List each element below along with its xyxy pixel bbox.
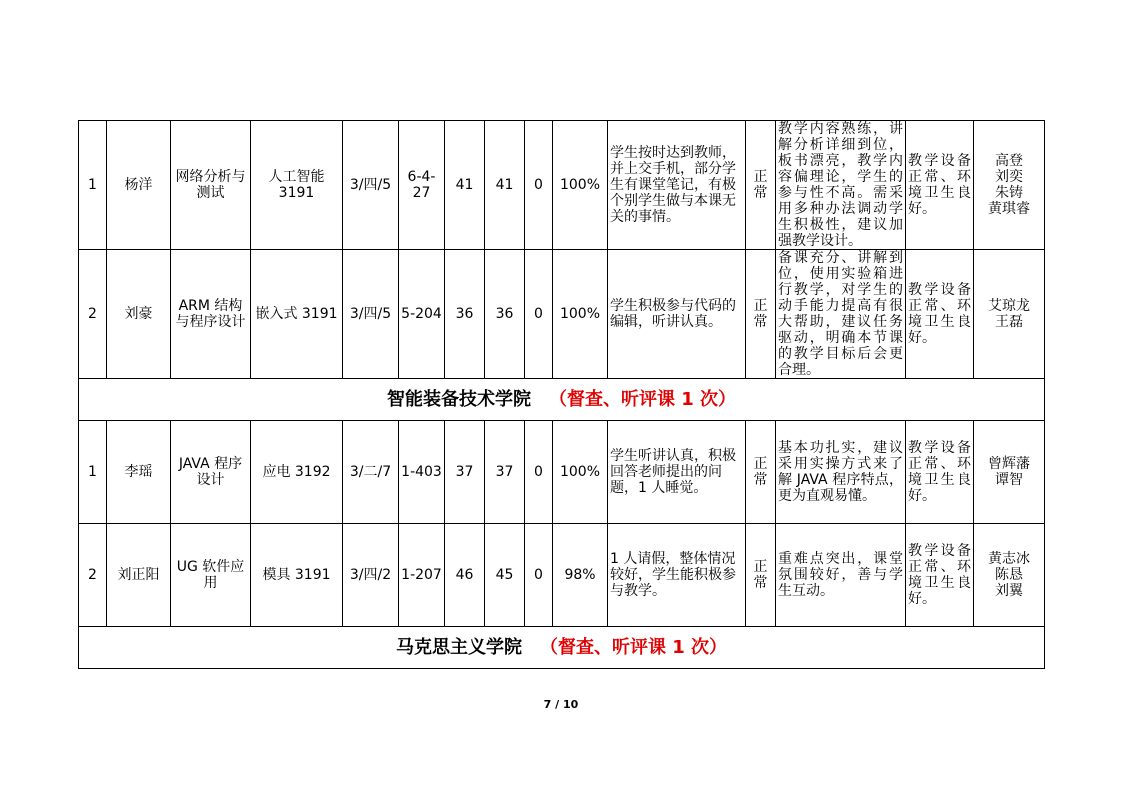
row-number: 2 (79, 250, 107, 379)
section-name: 智能装备技术学院 (386, 388, 531, 410)
class-name: 模具 3191 (251, 524, 343, 627)
absent-count: 0 (525, 121, 553, 250)
section-note: （督查、听评课 1 次） (539, 636, 728, 658)
teaching-evaluation: 重难点突出，课堂氛围较好，善与学生互动。 (776, 524, 906, 627)
inspection-table (78, 120, 1045, 669)
absent-count: 0 (525, 421, 553, 524)
table-row (79, 524, 1045, 627)
attendance-rate: 100% (553, 421, 608, 524)
inspectors: 黄志冰 陈恳 刘翼 (974, 524, 1045, 627)
class-time: 3/四/5 (343, 250, 399, 379)
class-name: 人工智能3191 (251, 121, 343, 250)
student-status: 学生积极参与代码的编辑，听讲认真。 (608, 250, 746, 379)
expected-count: 46 (445, 524, 485, 627)
environment-status: 教学设备正常、环境卫生良好。 (906, 121, 974, 250)
course-name: ARM 结构与程序设计 (171, 250, 251, 379)
row-number: 1 (79, 121, 107, 250)
absent-count: 0 (525, 250, 553, 379)
section-name: 马克思主义学院 (395, 636, 522, 658)
expected-count: 36 (445, 250, 485, 379)
classroom: 1-403 (399, 421, 445, 524)
inspectors: 曾辉藩 谭智 (974, 421, 1045, 524)
student-status: 1 人请假，整体情况较好，学生能积极参与教学。 (608, 524, 746, 627)
table-row (79, 421, 1045, 524)
expected-count: 41 (445, 121, 485, 250)
inspectors: 高登 刘奕 朱铸 黄琪睿 (974, 121, 1045, 250)
page-number: 7 / 10 (543, 698, 579, 711)
actual-count: 37 (485, 421, 525, 524)
environment-status: 教学设备正常、环境卫生良好。 (906, 250, 974, 379)
actual-count: 41 (485, 121, 525, 250)
actual-count: 45 (485, 524, 525, 627)
class-name: 应电 3192 (251, 421, 343, 524)
attendance-rate: 100% (553, 250, 608, 379)
environment-status: 教学设备正常、环境卫生良好。 (906, 421, 974, 524)
classroom: 1-207 (399, 524, 445, 627)
teacher-name: 刘豪 (107, 250, 171, 379)
absent-count: 0 (525, 524, 553, 627)
section-note: （督查、听评课 1 次） (548, 388, 737, 410)
class-name: 嵌入式 3191 (251, 250, 343, 379)
attendance-rate: 98% (553, 524, 608, 627)
class-time: 3/四/2 (343, 524, 399, 627)
section-title (79, 379, 1045, 421)
order-status: 正常 (746, 121, 776, 250)
student-status: 学生听讲认真，积极回答老师提出的问题，1 人睡觉。 (608, 421, 746, 524)
section-header (79, 379, 1045, 421)
row-number: 1 (79, 421, 107, 524)
teaching-evaluation: 基本功扎实，建议采用实操方式来了解 JAVA 程序特点，更为直观易懂。 (776, 421, 906, 524)
section-header (79, 627, 1045, 669)
teaching-evaluation: 备课充分、讲解到位，使用实验箱进行教学，对学生的动手能力提高有很大帮助，建议任务驱动，明确本节课的教学目标后会更合理。 (776, 250, 906, 379)
table-row (79, 250, 1045, 379)
course-name: JAVA 程序设计 (171, 421, 251, 524)
inspectors: 艾琼龙 王磊 (974, 250, 1045, 379)
teacher-name: 李瑶 (107, 421, 171, 524)
classroom: 6-4-27 (399, 121, 445, 250)
order-status: 正常 (746, 421, 776, 524)
expected-count: 37 (445, 421, 485, 524)
class-time: 3/四/5 (343, 121, 399, 250)
classroom: 5-204 (399, 250, 445, 379)
teacher-name: 刘正阳 (107, 524, 171, 627)
table-row (79, 121, 1045, 250)
class-time: 3/二/7 (343, 421, 399, 524)
student-status: 学生按时达到教师，并上交手机，部分学生有课堂笔记，有极个别学生做与本课无关的事情。 (608, 121, 746, 250)
order-status: 正常 (746, 524, 776, 627)
attendance-rate: 100% (553, 121, 608, 250)
teaching-evaluation: 教学内容熟练，讲解分析详细到位，板书漂亮，教学内容偏理论，学生的参与性不高。需采用多种办法调动学生积极性，建议加强教学设计。 (776, 121, 906, 250)
section-title (79, 627, 1045, 669)
teacher-name: 杨洋 (107, 121, 171, 250)
environment-status: 教学设备正常、环境卫生良好。 (906, 524, 974, 627)
actual-count: 36 (485, 250, 525, 379)
order-status: 正常 (746, 250, 776, 379)
course-name: UG 软件应用 (171, 524, 251, 627)
row-number: 2 (79, 524, 107, 627)
course-name: 网络分析与测试 (171, 121, 251, 250)
